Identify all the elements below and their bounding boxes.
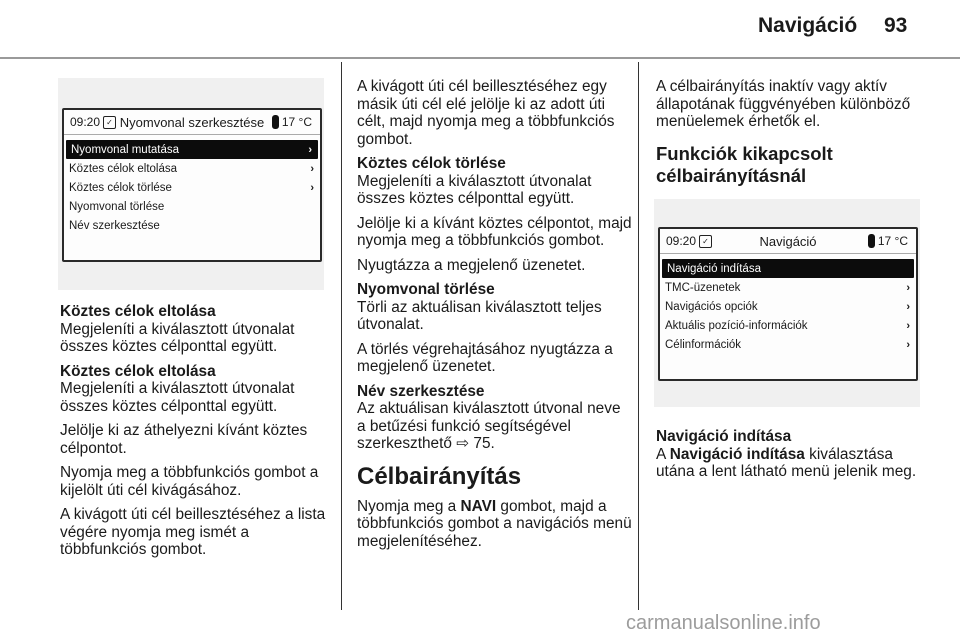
screen-title: Nyomvonal szerkesztése — [119, 114, 265, 130]
paragraph: A Navigáció indítása kiválasztása utána a lent látható menü jelenik meg. — [656, 445, 917, 480]
screen-time: 09:20 — [666, 234, 697, 248]
nav-status-icon: ✓ — [699, 235, 712, 248]
chevron-right-icon: › — [906, 319, 910, 332]
menu-item-delete-waypoints[interactable]: Köztes célok törlése › — [69, 181, 314, 194]
menu-item-show-route[interactable]: Nyomvonal mutatása › — [66, 140, 318, 159]
chevron-right-icon: › — [310, 181, 314, 194]
chevron-right-icon: › — [906, 281, 910, 294]
menu-item-navigation-options[interactable]: Navigációs opciók › — [665, 300, 910, 313]
section-heading: Köztes célok eltolása — [60, 362, 216, 380]
menu-item-destination-info[interactable]: Célinformációk › — [665, 338, 910, 351]
display-screen — [658, 227, 918, 381]
column-3-text — [656, 78, 928, 187]
column-2-text — [357, 78, 632, 557]
paragraph: A kivágott úti cél beillesztéséhez a lista végére nyomja meg ismét a többfunkciós gombot. — [60, 506, 326, 558]
menu-item-start-navigation[interactable]: Navigáció indítása — [662, 259, 914, 278]
section-heading: Navigáció indítása — [656, 428, 792, 445]
paragraph: Törli az aktuálisan kiválasztott teljes útvonalat. — [357, 298, 602, 333]
page-title: Navigáció — [758, 14, 858, 37]
paragraph: A kivágott úti cél beillesztéséhez egy másik úti cél elé jelölje ki az adott úti célt, majd nyomja meg a többfunkciós gombot. — [357, 78, 615, 148]
section-heading: Köztes célok eltolása — [60, 303, 216, 320]
column-divider — [341, 62, 342, 610]
page-number: 93 — [884, 14, 908, 37]
paragraph: Nyugtázza a megjelenő üzenetet. — [357, 256, 586, 274]
section-heading: Név szerkesztése — [357, 382, 485, 400]
screenshot-route-edit — [58, 78, 324, 290]
paragraph: A célbairányítás inaktív vagy aktív állapotának függvényében különböző menüelemek érhetők el. — [656, 78, 911, 130]
paragraph: Nyomja meg a többfunkciós gombot a kijelölt úti cél kivágásához. — [60, 464, 319, 499]
thermometer-icon — [868, 234, 875, 248]
temperature: 17 °C — [868, 234, 908, 248]
column-1-text — [60, 303, 332, 566]
chevron-right-icon: › — [310, 162, 314, 175]
chapter-heading: Célbairányítás — [357, 462, 522, 490]
arrow-right-icon: ⇨ — [456, 435, 470, 452]
chevron-right-icon: › — [906, 300, 910, 313]
paragraph: Az aktuálisan kiválasztott útvonal neve a betűzési funkció segítségével szerkeszthető ⇨ 75. — [357, 400, 621, 452]
screen-header — [660, 229, 916, 254]
paragraph: A törlés végrehajtásához nyugtázza a megjelenő üzenetet. — [357, 340, 613, 375]
paragraph: Megjeleníti a kiválasztott útvonalat összes köztes célponttal együtt. — [357, 172, 592, 207]
menu-item-current-position[interactable]: Aktuális pozíció-információk › — [665, 319, 910, 332]
chevron-right-icon: › — [308, 143, 312, 156]
chevron-right-icon: › — [906, 338, 910, 351]
menu-item-move-waypoints[interactable]: Köztes célok eltolása › — [69, 162, 314, 175]
screen-title: Navigáció — [759, 233, 817, 249]
nav-status-icon: ✓ — [103, 116, 116, 129]
screen-time: 09:20 — [70, 115, 101, 129]
watermark: carmanualsonline.info — [626, 612, 821, 634]
column-3-text-bottom — [656, 428, 928, 488]
menu-item-delete-route[interactable]: Nyomvonal törlése — [69, 200, 165, 213]
subsection-heading: Funkciók kikapcsolt célbairányításnál — [656, 142, 833, 186]
temperature: 17 °C — [272, 115, 312, 129]
header-divider — [0, 57, 960, 59]
thermometer-icon — [272, 115, 279, 129]
paragraph: Jelölje ki a kívánt köztes célpontot, majd nyomja meg a többfunkciós gombot. — [357, 214, 632, 249]
screen-header — [64, 110, 320, 135]
paragraph: Megjeleníti a kiválasztott útvonalat összes köztes célponttal együtt. — [60, 320, 295, 355]
column-divider — [638, 62, 639, 610]
screenshot-navigation-menu — [654, 199, 920, 407]
menu-item-edit-name[interactable]: Név szerkesztése — [69, 219, 160, 232]
paragraph: Jelölje ki az áthelyezni kívánt köztes célpontot. — [60, 422, 308, 457]
paragraph: Nyomja meg a NAVI gombot, majd a többfunkciós gombot a navigációs menü megjelenítéséhez. — [357, 497, 632, 550]
section-heading: Köztes célok törlése — [357, 155, 506, 172]
section-heading: Nyomvonal törlése — [357, 281, 495, 298]
display-screen — [62, 108, 322, 262]
paragraph: Megjeleníti a kiválasztott útvonalat összes köztes célponttal együtt. — [60, 380, 295, 415]
menu-item-tmc-messages[interactable]: TMC-üzenetek › — [665, 281, 910, 294]
